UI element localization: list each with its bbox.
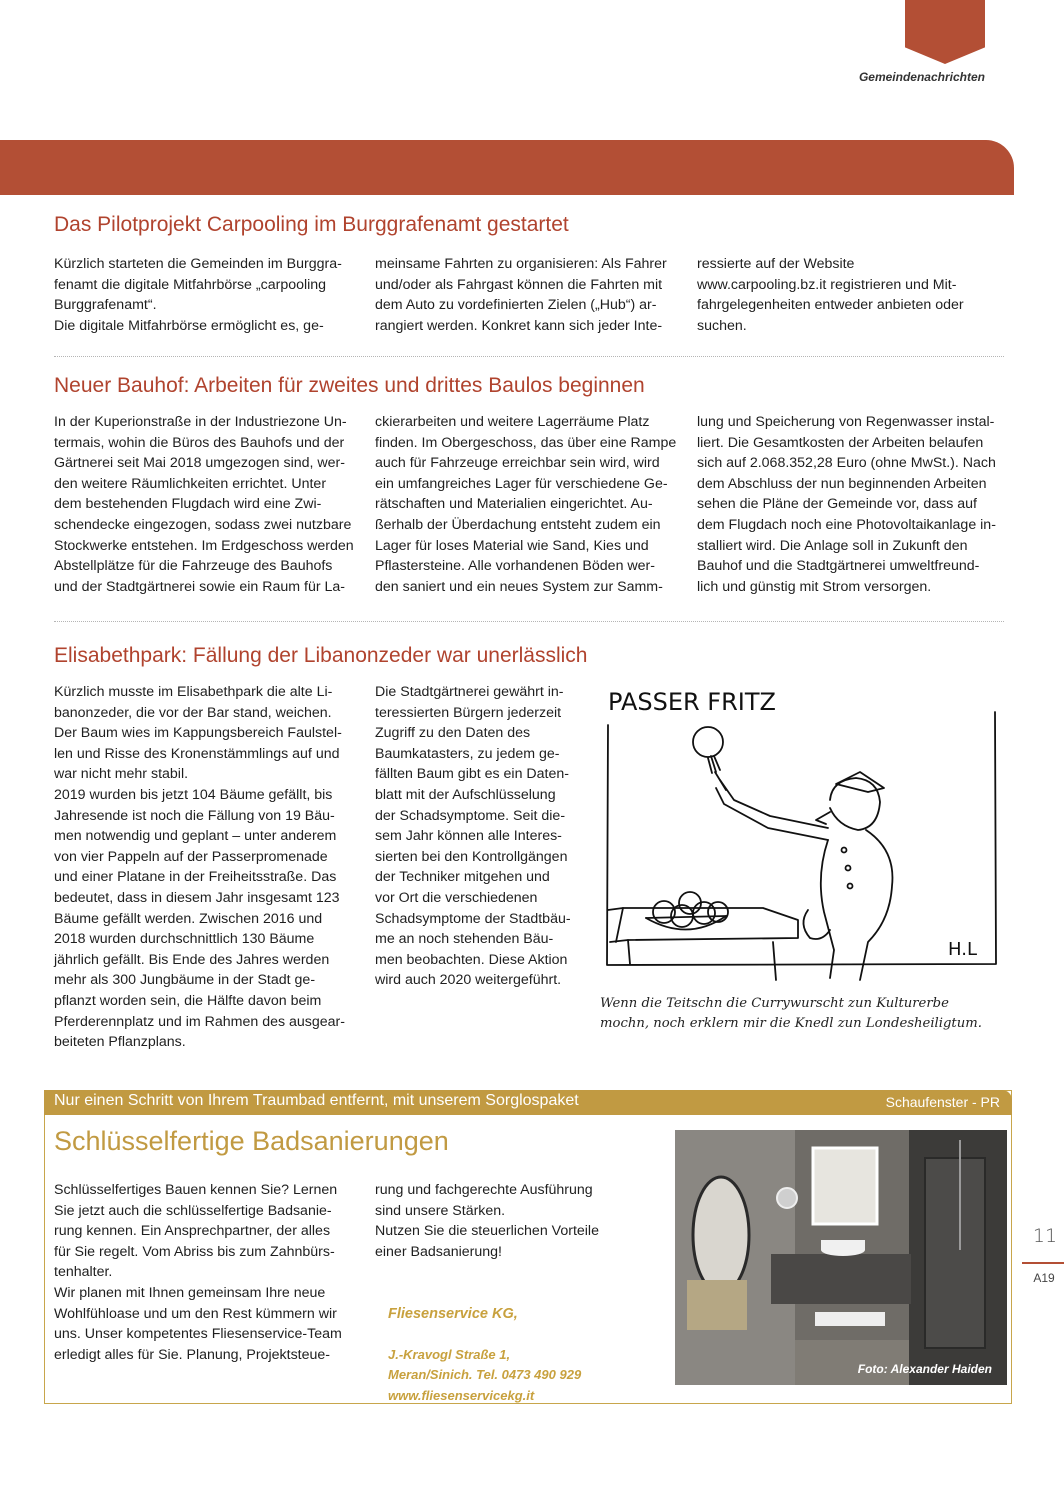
section-label: Gemeindenachrichten xyxy=(858,70,985,84)
article-title-elisabethpark: Elisabethpark: Fällung der Libanonzeder war unerlässlich xyxy=(54,644,588,667)
article-bauhof-col-3: lung und Speicherung von Regenwasser instal- liert. Die Gesamtkosten der Arbeiten belaufen sich auf 2.068.352,28 Euro (ohne MwSt.). Nach dem Abschluss der nun beginnenden Arbeiten sehen die Pläne der Gemeinde vor, dass auf dem Flugdach noch eine Photovoltaikanlage in- stalliert wird. Die Anlage soll in Zukunft den Bauhof und die Stadtgärtnerei umweltfreund- lich und günstig mit Strom versorgen. xyxy=(697,414,996,595)
ad-subtitle: Nur einen Schritt von Ihrem Traumbad entfernt, mit unserem Sorglospaket xyxy=(54,1092,579,1109)
cartoon-title: PASSER FRITZ xyxy=(608,688,776,716)
page-number: 11 xyxy=(1032,1225,1058,1247)
ad-category: Schaufenster - PR xyxy=(885,1094,1000,1110)
article-elisabethpark-col-1: Kürzlich musste im Elisabethpark die alte Li- banonzeder, die vor der Bar stand, weichen. Der Baum wies im Kappungsbereich Faulstel- len und Risse des Kronenstämmlings auf und war nicht mehr stabil. 2019 wurden bis jetzt 104 Bäume gefällt, bis Jahresende ist noch die Fällung von 19 Bäu- men notwendig und geplant – unter anderem von vier Pappeln auf der Passerpromenade und einer Platane in der Freiheitsstraße. Das bedeutet, dass in diesem Jahr insgesamt 123 Bäume gefällt werden. Zwischen 2016 und 2018 wurden durchschnittlich 130 Bäume jährlich gefällt. Bis Ende des Jahres werden mehr als 300 Jungbäume in der Stadt ge- pflanzt worden sein, die Hälfte davon beim Pferderennplatz und im Rahmen des ausgear- beiteten Pflanzplans. xyxy=(54,684,346,1051)
cartoon-illustration xyxy=(598,680,1006,992)
article-title-bauhof: Neuer Bauhof: Arbeiten für zweites und drittes Baulos beginnen xyxy=(54,374,645,397)
bathroom-photo xyxy=(675,1130,1007,1385)
ad-contact xyxy=(388,1283,658,1427)
article-title-carpooling: Das Pilotprojekt Carpooling im Burggrafenamt gestartet xyxy=(54,213,569,236)
article-carpooling-col-3: ressierte auf der Website www.carpooling.bz.it registrieren und Mit- fahrgelegenheiten entweder anbieten oder suchen. xyxy=(697,256,964,334)
photo-credit: Foto: Alexander Haiden xyxy=(857,1362,992,1376)
cartoon-caption: Wenn die Teitschn die Currywurscht zun Kulturerbe mochn, noch erklern mir die Knedl zun Londesheiligtum. xyxy=(600,996,982,1031)
article-divider xyxy=(54,621,1004,622)
cartoon-signature: H.L xyxy=(948,939,977,960)
ad-contact-details: J.-Kravogl Straße 1, Meran/Sinich. Tel. 0473 490 929 www.fliesenservicekg.it xyxy=(388,1346,582,1403)
issue-label: A19 xyxy=(1033,1271,1055,1285)
ad-col-1: Schlüsselfertiges Bauen kennen Sie? Lernen Sie jetzt auch die schlüsselfertige Badsanie- rung kennen. Ein Ansprechpartner, der alles für Sie regelt. Vom Abriss bis zum Zahnbürs- tenhalter. Wir planen mit Ihnen gemeinsam Ihre neue Wohlfühloase und um den Rest kümmern wir uns. Unser kompetentes Fliesenservice-Team erledigt alles für Sie. Planung, Projektsteue- xyxy=(54,1182,342,1363)
article-bauhof-col-2: ckierarbeiten und weitere Lagerräume Platz finden. Im Obergeschoss, das über eine Rampe auch für Fahrzeuge erreichbar sein wird, wird ein umfangreiches Lager für verschiedene Ge- rätschaften und Materialien eingerichtet. Au- ßerhalb der Überdachung entsteht zudem ein Lager für loses Material wie Sand, Kies und Pflastersteine. Alle vorhandenen Böden wer- den saniert und ein neues System zur Samm- xyxy=(375,414,677,595)
ad-title: Schlüsselfertige Badsanierungen xyxy=(54,1126,449,1156)
article-carpooling-col-1: Kürzlich starteten die Gemeinden im Burggra- fenamt die digitale Mitfahrbörse „carpooling Burggrafenamt“. Die digitale Mitfahrbörse ermöglicht es, ge- xyxy=(54,256,342,334)
header-band xyxy=(0,140,1014,195)
article-carpooling-col-2: meinsame Fahrten zu organisieren: Als Fahrer und/oder als Fahrgast können die Fahrten mit dem Auto zu vordefinierten Zielen („Hub“) ar- rangiert werden. Konkret kann sich jeder Inte- xyxy=(375,256,667,334)
ad-contact-company: Fliesenservice KG, xyxy=(388,1305,518,1322)
page-number-rule xyxy=(1022,1262,1064,1264)
article-elisabethpark-col-2: Die Stadtgärtnerei gewährt in- teressierten Bürgern jederzeit Zugriff zu den Daten des Baumkatasters, zu jedem ge- fällten Baum gibt es ein Daten- blatt mit der Aufschlüsselung der Schadsymptome. Seit die- sem Jahr können alle Interes- sierten bei den Kontrollgängen der Techniker mitgehen und vor Ort die verschiedenen Schadsymptome der Stadtbäu- me an noch stehenden Bäu- men beobachten. Diese Aktion wird auch 2020 weitergeführt. xyxy=(375,684,571,989)
ad-col-2: rung und fachgerechte Ausführung sind unsere Stärken. Nutzen Sie die steuerlichen Vorteile einer Badsanierung! xyxy=(375,1182,599,1260)
header-tab xyxy=(905,0,985,64)
article-divider xyxy=(54,356,1004,357)
article-bauhof-col-1: In der Kuperionstraße in der Industriezone Un- termais, wohin die Büros des Bauhofs und der Gärtnerei seit Mai 2018 umgezogen sind, wer- den weitere Räumlichkeiten errichtet. Unter dem bestehenden Flugdach wird eine Zwi- schendecke eingezogen, sodass zwei nutzbare Stockwerke entstehen. Im Erdgeschoss werden Abstellplätze für die Fahrzeuge des Bauhofs und der Stadtgärtnerei sowie ein Raum für La- xyxy=(54,414,354,595)
